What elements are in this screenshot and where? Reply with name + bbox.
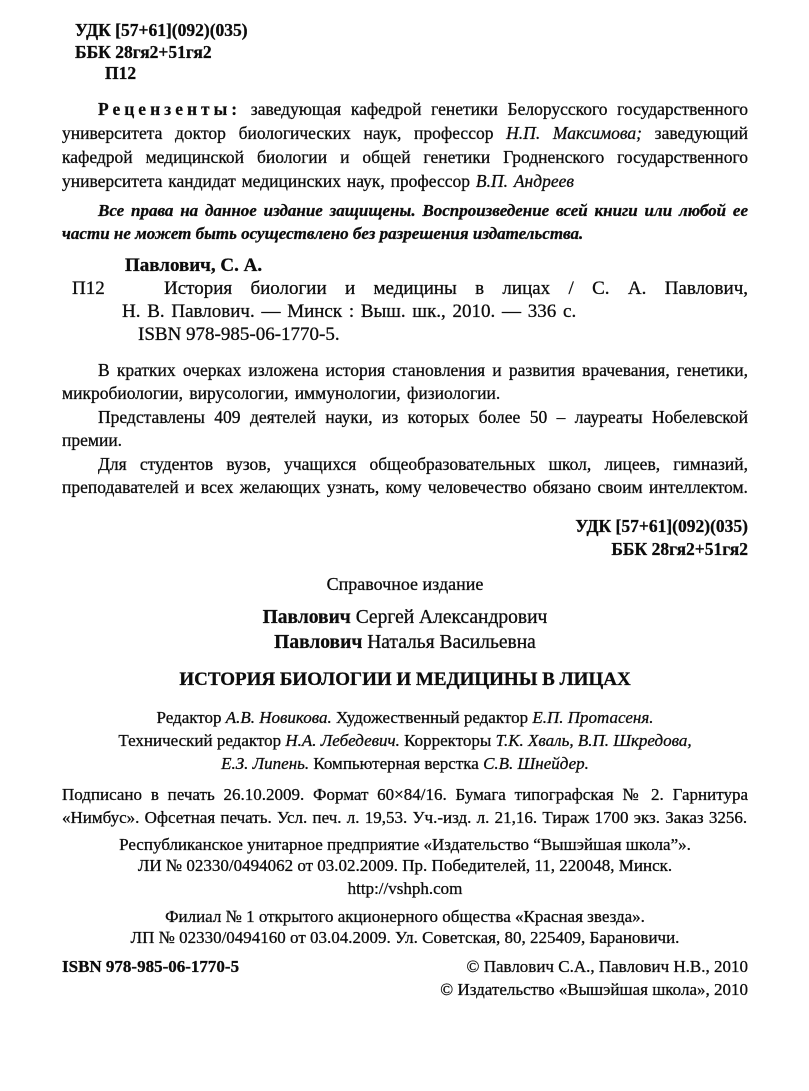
catalog-title-line: История биологии и медицины в лицах / С. А. Павлович, (164, 277, 748, 299)
reviewer-name-1: Н.П. Максимова; (506, 122, 642, 143)
publisher-name: Республиканское унитарное предприятие «Издательство “Вышэйшая школа”». (119, 834, 691, 854)
udk-code-right: УДК [57+61](092)(035) (575, 515, 748, 536)
annotation-paragraph-1: В кратких очерках изложена история становления и развития врачевания, генетики, микробиологии, вирусологии, иммунологии, физиологии. (62, 359, 748, 403)
print-run-info: Подписано в печать 26.10.2009. Формат 60×84/16. Бумага типографская № 2. Гарнитура «Нимбус». Офсетная печать. Усл. печ. л. 19,53. Уч.-изд. л. 21,16. Тираж 1700 экз. Заказ 3256. (62, 784, 748, 827)
author-name-1 (62, 605, 748, 630)
classification-codes-right (62, 515, 748, 561)
reviewers-text-1: заведующая кафедрой генетики Белорусского государственного университета доктор биологических наук, профессор (62, 98, 748, 143)
staff-person: Т.К. Хваль, В.П. Шкредова, (495, 730, 692, 750)
reviewer-name-2: В.П. Андреев (475, 170, 574, 191)
publisher-license: ЛИ № 02330/0494062 от 03.02.2009. Пр. Победителей, 11, 220048, Минск. (137, 856, 673, 875)
staff-line-3 (62, 752, 748, 775)
staff-person: Н.А. Лебедевич. (285, 730, 400, 750)
staff-role: Корректоры (399, 730, 496, 750)
staff-role: Художественный редактор (331, 707, 533, 727)
isbn-number: ISBN 978-985-06-1770-5 (62, 956, 240, 976)
copyright-publisher: © Издательство «Вышэйшая школа», 2010 (440, 979, 748, 999)
printer-block (62, 906, 748, 949)
staff-role: Компьютерная верстка (309, 753, 484, 773)
author-given-1: Сергей Александрович (355, 606, 548, 628)
catalog-continuation-line: Н. В. Павлович. — Минск : Выш. шк., 2010. — 336 с. (122, 300, 577, 322)
reviewers-label: Рецензенты: (98, 98, 242, 119)
staff-role: Редактор (156, 707, 226, 727)
catalog-isbn-line: ISBN 978-985-06-1770-5. (138, 323, 340, 345)
printer-license: ЛП № 02330/0494160 от 03.04.2009. Ул. Советская, 80, 225409, Барановичи. (130, 928, 680, 947)
copyright-authors: © Павлович С.А., Павлович Н.В., 2010 (466, 956, 748, 976)
author-surname-2: Павлович (274, 631, 363, 653)
author-name-2 (62, 630, 748, 655)
annotation-block (62, 359, 748, 500)
publisher-block (62, 834, 748, 877)
author-mark-top: П12 (105, 63, 137, 83)
author-surname-1: Павлович (262, 606, 351, 628)
catalog-author-mark: П12 (72, 277, 105, 299)
printer-name: Филиал № 1 открытого акционерного общества «Красная звезда». (165, 906, 645, 926)
reviewers-paragraph (62, 97, 748, 193)
edition-type: Справочное издание (326, 573, 484, 594)
author-given-2: Наталья Васильевна (367, 631, 536, 653)
isbn-copyright-row (62, 955, 748, 1001)
bbk-code-right: ББК 28гя2+51гя2 (611, 538, 748, 559)
bbk-code-top: ББК 28гя2+51гя2 (75, 41, 212, 62)
staff-block (62, 706, 748, 775)
copyright-block (440, 955, 748, 1001)
authors-block (62, 605, 748, 655)
udk-code-top: УДК [57+61](092)(035) (75, 20, 248, 40)
staff-person: Е.П. Протасеня. (532, 707, 654, 727)
publisher-url: http://vshph.com (347, 878, 463, 898)
catalog-author: Павлович, С. А. (125, 254, 263, 276)
annotation-paragraph-2: Представлены 409 деятелей науки, из которых более 50 – лауреаты Нобелевской премии. (62, 406, 748, 450)
staff-person: Е.З. Липень. (221, 753, 310, 773)
classification-codes-top (62, 20, 748, 85)
staff-person: А.В. Новикова. (225, 707, 332, 727)
staff-line-2 (62, 729, 748, 752)
staff-role: Технический редактор (118, 730, 286, 750)
staff-line-1 (62, 706, 748, 729)
book-title: ИСТОРИЯ БИОЛОГИИ И МЕДИЦИНЫ В ЛИЦАХ (179, 668, 631, 690)
annotation-paragraph-3: Для студентов вузов, учащихся общеобразовательных школ, лицеев, гимназий, преподавателей и всех желающих узнать, кому человечество обязано своим интеллектом. (62, 453, 748, 497)
rights-notice: Все права на данное издание защищены. Воспроизведение всей книги или любой ее части не может быть осуществлено без разрешения издательства. (62, 200, 748, 243)
catalog-entry (62, 254, 748, 346)
staff-person: С.В. Шнейдер. (483, 753, 589, 773)
reviewers-text-2: заведующий кафедрой медицинской биологии и общей генетики Гродненского государственного университета кандидат медицинских наук, профессор (62, 122, 748, 191)
